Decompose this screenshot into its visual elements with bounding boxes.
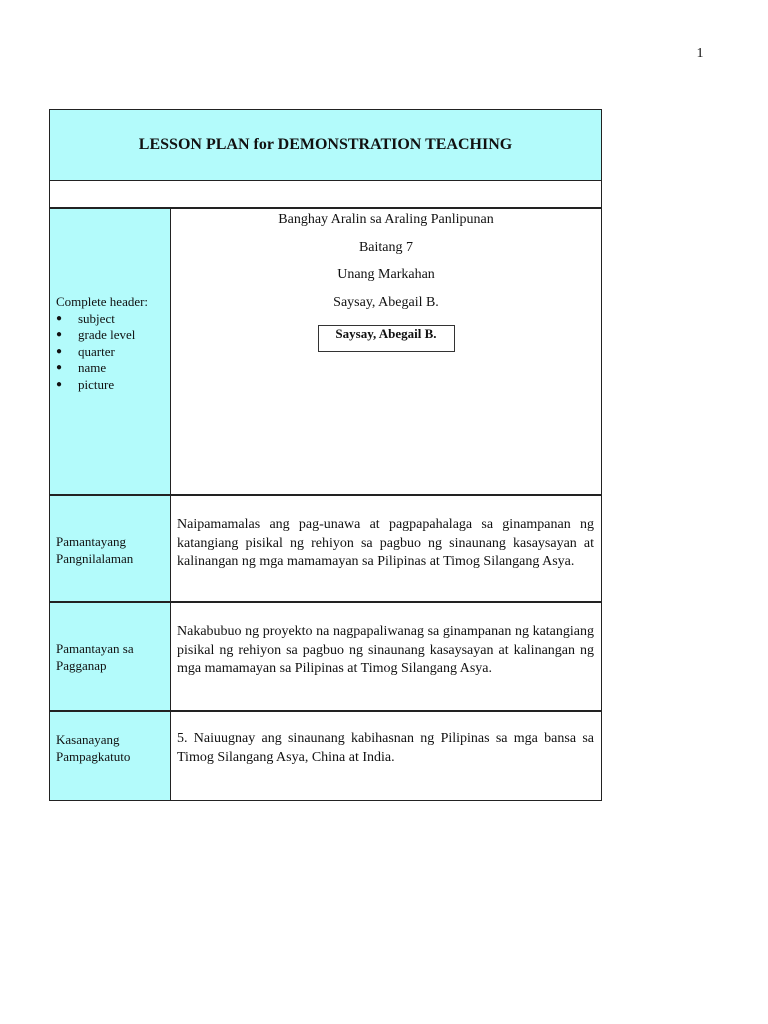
bullet-icon: ● xyxy=(56,362,63,373)
table-row xyxy=(50,710,601,800)
grade-level-line: Baitang 7 xyxy=(358,239,414,255)
header-label-cell xyxy=(50,209,171,494)
blank-row xyxy=(50,181,601,209)
page-number: 1 xyxy=(696,46,704,61)
performance-standard-label: Pamantayan sa Pagganap xyxy=(50,603,171,710)
header-content-cell xyxy=(171,209,601,494)
table-row xyxy=(50,494,601,601)
bullet-icon: ● xyxy=(56,378,63,390)
quarter-line: Unang Markahan xyxy=(337,267,435,282)
bullet-icon: ● xyxy=(56,345,63,357)
list-item: ● quarter xyxy=(56,343,115,359)
header-label: Complete header: xyxy=(56,294,149,309)
bullet-icon: ● xyxy=(56,312,63,324)
learning-competency-label: Kasanayang Pampagkatuto xyxy=(50,712,171,800)
subject-line: Banghay Aralin sa Araling Panlipunan xyxy=(278,212,494,227)
header-row xyxy=(50,209,601,494)
photo-caption: Saysay, Abegail B. xyxy=(319,325,454,351)
content-standard-text: Naipamamalas ang pag-unawa at pagpapahalaga sa ginampanan ng katangiang pisikal ng rehiyon sa pagbuo ng sinaunang kasaysayan at kalinangan ng mga mamamayan sa Pilipinas at Timog Silangang Asya. xyxy=(177,517,594,569)
bullet-icon: ● xyxy=(56,329,63,340)
name-line: Saysay, Abegail B. xyxy=(333,294,439,310)
content-standard-label: Pamantayang Pangnilalaman xyxy=(50,496,171,601)
learning-competency-text: 5. Naiuugnay ang sinaunang kabihasnan ng Pilipinas sa mga bansa sa Timog Silangang Asya, China at India. xyxy=(177,731,594,765)
list-item: ● picture xyxy=(56,376,115,392)
list-item: ● name xyxy=(56,360,107,375)
performance-standard-text: Nakabubuo ng proyekto na nagpapaliwanag sa ginampanan ng katangiang pisikal ng rehiyon sa pagbuo ng sinaunang kasaysayan at kalinangan ng mga mamamayan sa Pilipinas at Timog Silangang Asya. xyxy=(177,624,594,676)
teacher-photo xyxy=(318,325,455,352)
list-item: ● grade level xyxy=(56,327,136,342)
lesson-plan-table xyxy=(49,109,602,801)
lesson-plan-title: LESSON PLAN for DEMONSTRATION TEACHING xyxy=(50,110,601,181)
table-row xyxy=(50,601,601,710)
list-item: ● subject xyxy=(56,310,115,326)
header-bullet-list xyxy=(56,311,164,394)
